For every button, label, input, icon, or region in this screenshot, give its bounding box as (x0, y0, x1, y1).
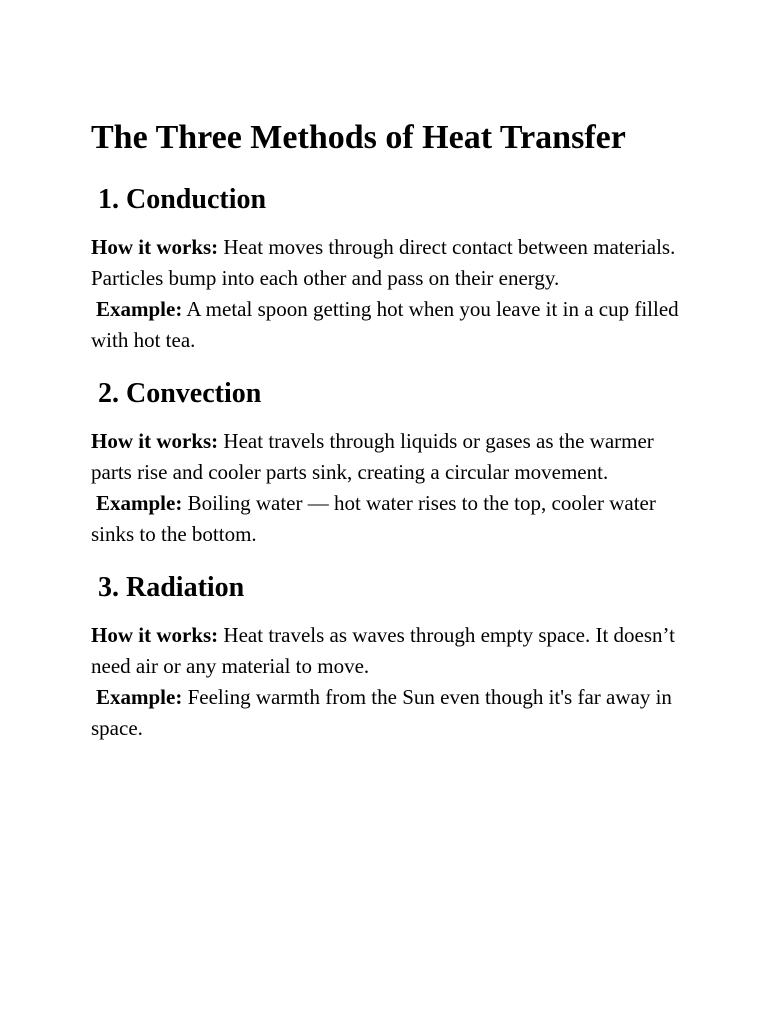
example-line (91, 297, 679, 352)
example-label: Example: (96, 491, 183, 515)
how-text: Heat travels through liquids or gases as the warmer parts rise and cooler parts sink, creating a circular movement. (91, 429, 654, 484)
section-convection (91, 376, 688, 550)
page-title: The Three Methods of Heat Transfer (91, 119, 626, 156)
section-radiation (91, 570, 688, 744)
section-heading: 3. Radiation (98, 572, 245, 603)
how-label: How it works: (91, 623, 219, 647)
example-label: Example: (96, 297, 183, 321)
section-heading: 1. Conduction (98, 184, 267, 215)
section-body (91, 232, 688, 356)
how-text: Heat moves through direct contact between materials. Particles bump into each other and pass on their energy. (91, 235, 676, 290)
example-text: Feeling warmth from the Sun even though it's far away in space. (91, 685, 672, 740)
example-line (91, 491, 656, 546)
how-label: How it works: (91, 235, 219, 259)
example-label: Example: (96, 685, 183, 709)
section-heading: 2. Convection (98, 378, 262, 409)
how-text: Heat travels as waves through empty space. It doesn’t need air or any material to move. (91, 623, 675, 678)
how-label: How it works: (91, 429, 219, 453)
section-body (91, 620, 688, 744)
section-body (91, 426, 688, 550)
section-conduction (91, 182, 688, 356)
example-line (91, 685, 672, 740)
example-text: Boiling water — hot water rises to the top, cooler water sinks to the bottom. (91, 491, 656, 546)
example-text: A metal spoon getting hot when you leave it in a cup filled with hot tea. (91, 297, 679, 352)
